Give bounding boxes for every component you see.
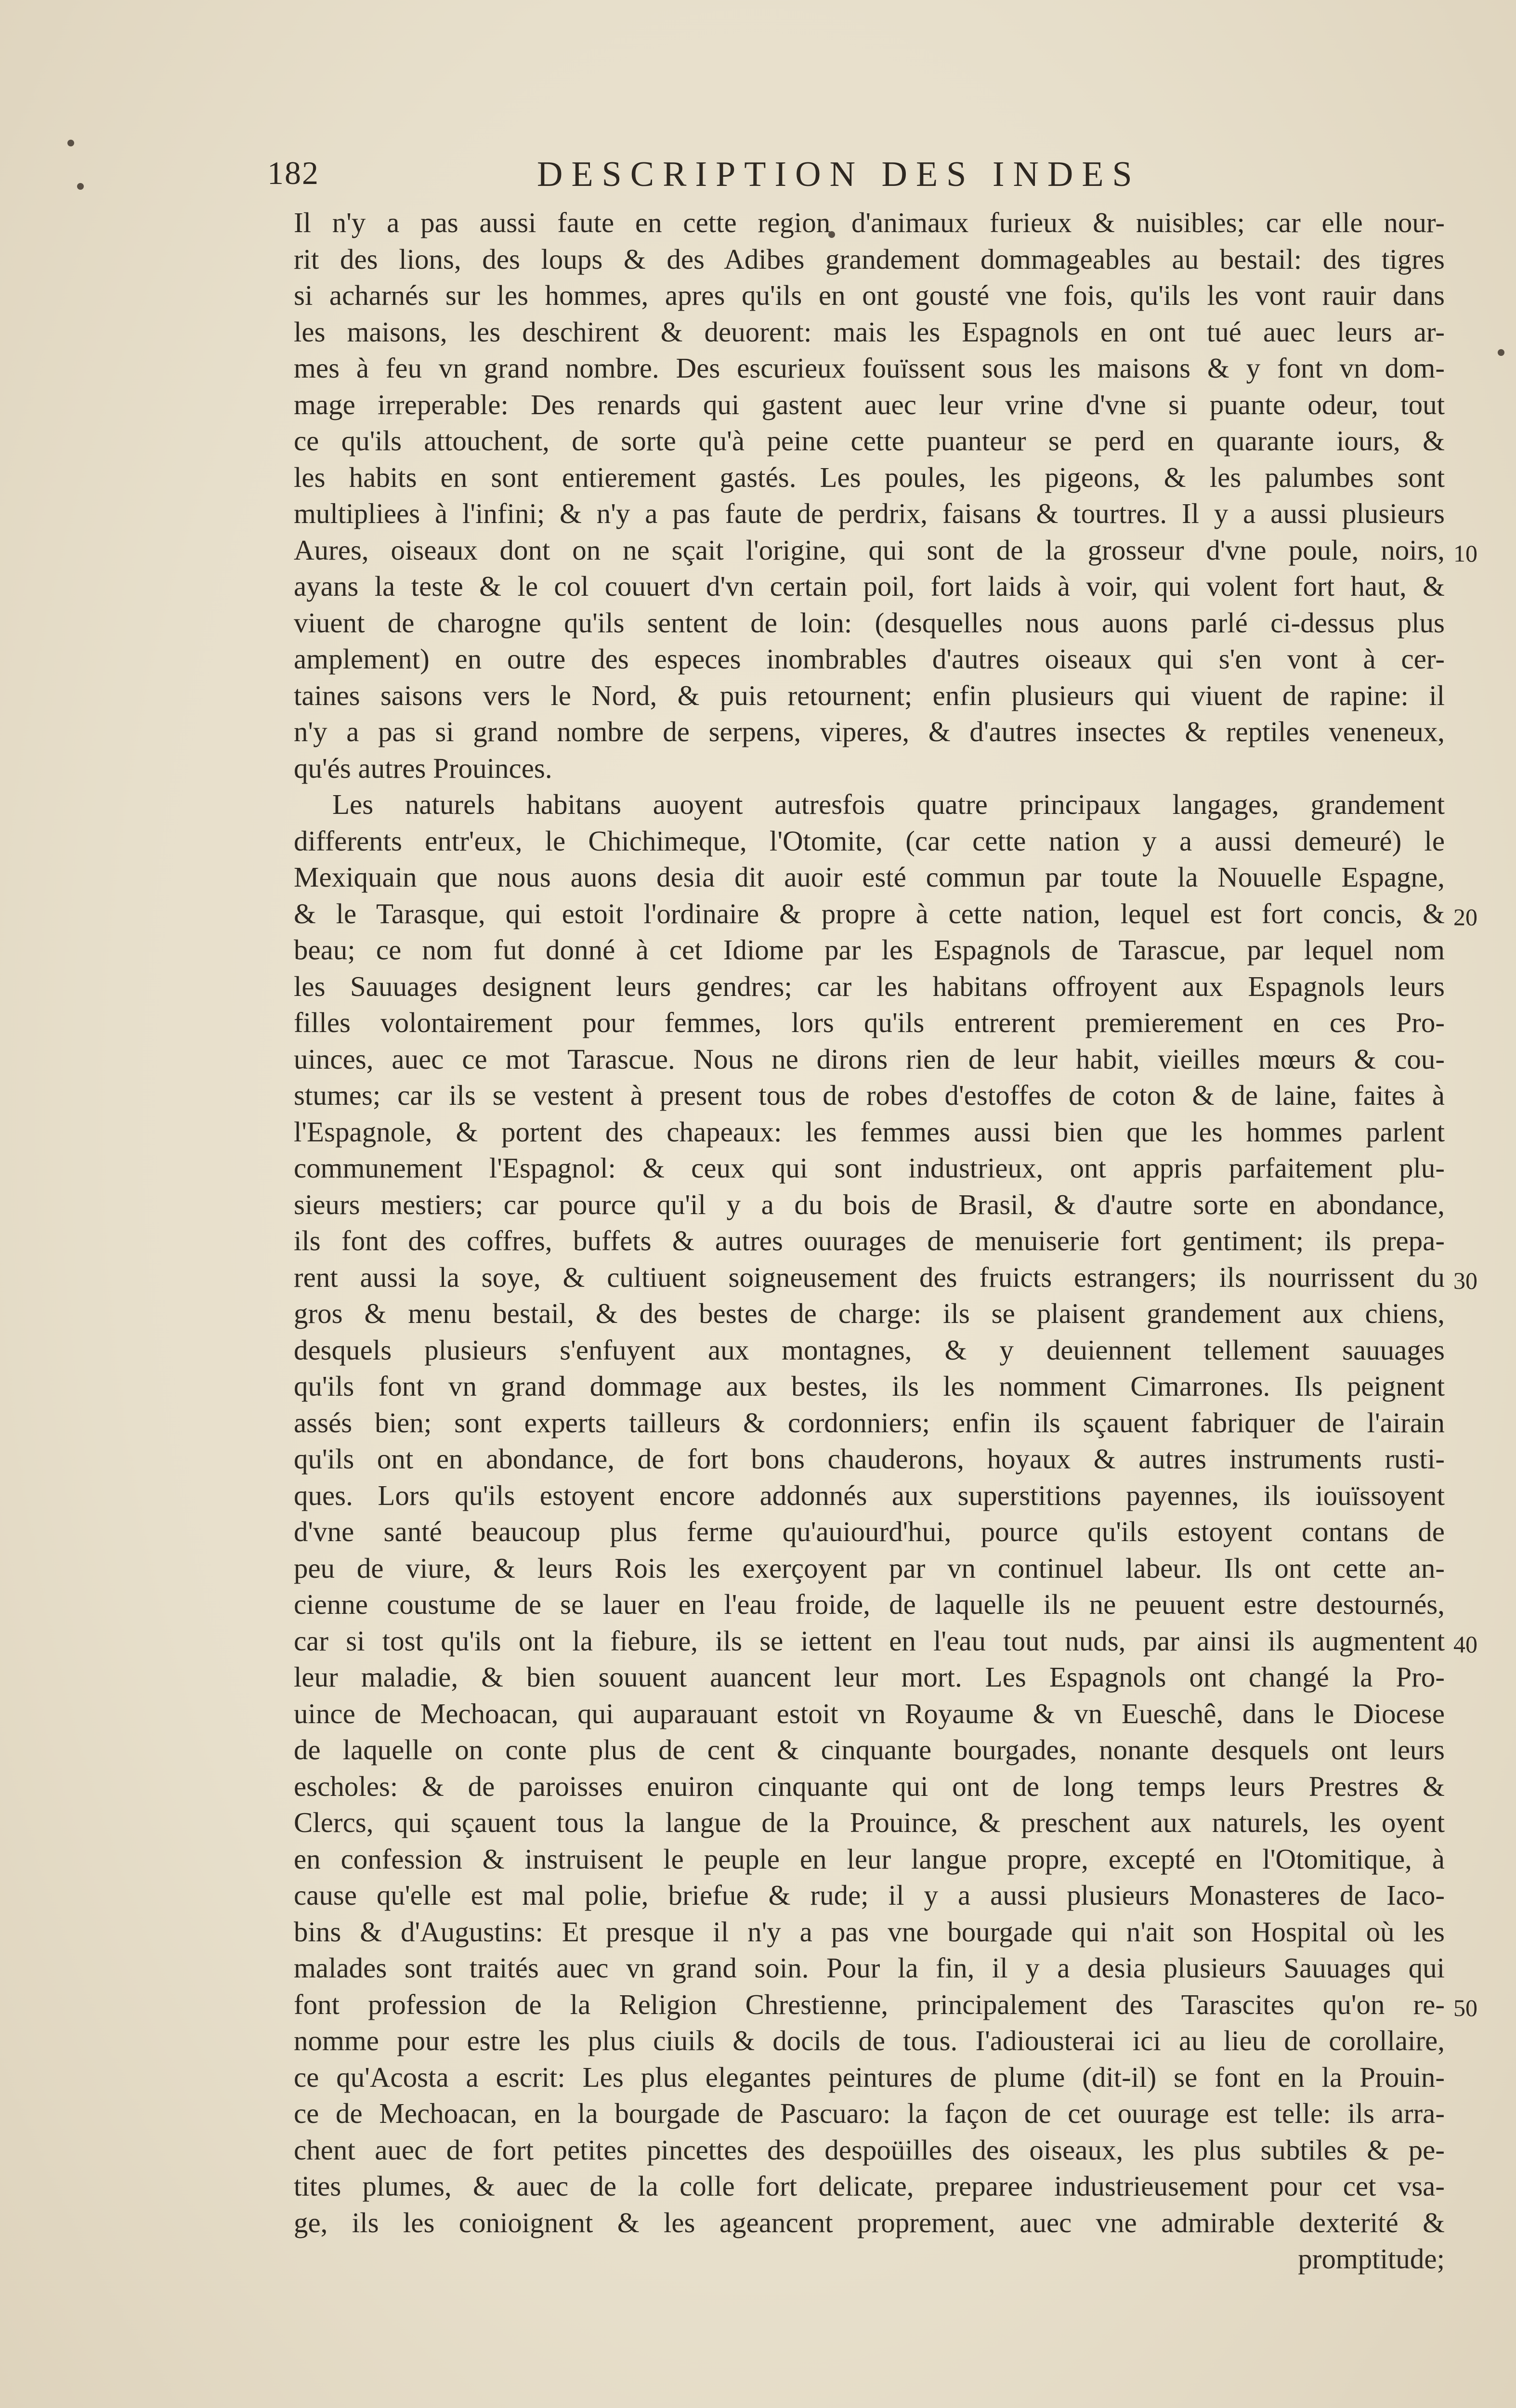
text-line: d'vne santé beaucoup plus ferme qu'auiourd'hui, pource qu'ils estoyent contans de [294, 1516, 1445, 1547]
text-line: cienne coustume de se lauer en l'eau froide, de laquelle ils ne peuuent estre destournés, [294, 1588, 1445, 1620]
text-line: viuent de charogne qu'ils sentent de loin: (desquelles nous auons parlé ci-dessus plus [294, 606, 1445, 639]
text-line: ce qu'ils attouchent, de sorte qu'à peine cette puanteur se perd en quarante iours, & [294, 425, 1445, 457]
text-line: ques. Lors qu'ils estoyent encore addonnés aux superstitions payennes, ils iouïssoyent [294, 1479, 1445, 1511]
text-line: ce de Mechoacan, en la bourgade de Pascuaro: la façon de cet ouurage est telle: ils arra- [294, 2097, 1445, 2129]
text-line: leur maladie, & bien souuent auancent leur mort. Les Espagnols ont changé la Pro- [294, 1661, 1445, 1693]
line-number-10: 10 [1453, 540, 1477, 567]
text-line: differents entr'eux, le Chichimeque, l'Otomite, (car cette nation y a aussi demeuré) le [294, 824, 1445, 857]
text-line: les habits en sont entierement gastés. Les poules, les pigeons, & les palumbes sont [294, 461, 1445, 493]
text-line: filles volontairement pour femmes, lors qu'ils entrerent premierement en ces Pro- [294, 1007, 1445, 1038]
ink-speck [1498, 349, 1504, 356]
text-line: mes à feu vn grand nombre. Des escurieux fouïssent sous les maisons & y font vn dom- [294, 352, 1445, 384]
text-line: les Sauuages designent leurs gendres; car les habitans offroyent aux Espagnols leurs [294, 970, 1445, 1002]
text-line: bins & d'Augustins: Et presque il n'y a pas vne bourgade qui n'ait son Hospital où les [294, 1915, 1445, 1948]
ink-speck [67, 140, 74, 146]
text-line: chent auec de fort petites pincettes des despoüilles des oiseaux, les plus subtiles & pe- [294, 2133, 1445, 2166]
text-line: qu'ils ont en abondance, de fort bons chauderons, hoyaux & autres instruments rusti- [294, 1443, 1445, 1475]
text-line: desquels plusieurs s'enfuyent aux montagnes, & y deuiennent tellement sauuages [294, 1334, 1445, 1366]
text-line: si acharnés sur les hommes, apres qu'ils en ont gousté vne fois, qu'ils les vont rauir dans [294, 279, 1445, 311]
page-header [267, 154, 1447, 212]
text-line: nomme pour estre les plus ciuils & docils de tous. I'adiousterai ici au lieu de corollaire, [294, 2025, 1445, 2056]
text-line: qu'ils font vn grand dommage aux bestes, ils les nomment Cimarrones. Ils peignent [294, 1370, 1445, 1402]
text-line: & le Tarasque, qui estoit l'ordinaire & propre à cette nation, lequel est fort concis, & [294, 897, 1445, 929]
text-line: Les naturels habitans auoyent autresfois quatre principaux langages, grandement [332, 788, 1445, 820]
ink-speck [77, 183, 84, 190]
text-line: Il n'y a pas aussi faute en cette region d'animaux furieux & nuisibles; car elle nour- [294, 207, 1445, 238]
text-line: l'Espagnole, & portent des chapeaux: les femmes aussi bien que les hommes parlent [294, 1115, 1445, 1148]
text-line: amplement) en outre des especes inombrables d'autres oiseaux qui s'en vont à cer- [294, 643, 1445, 675]
text-line: uinces, auec ce mot Tarascue. Nous ne dirons rien de leur habit, vieilles mœurs & cou- [294, 1043, 1445, 1075]
text-line: ce qu'Acosta a escrit: Les plus elegantes peintures de plume (dit-il) se font en la Prouin- [294, 2061, 1445, 2093]
text-line: rent aussi la soye, & cultiuent soigneusement des fruicts estrangers; ils nourrissent du [294, 1261, 1445, 1293]
text-line: communement l'Espagnol: & ceux qui sont industrieux, ont appris parfaitement plu- [294, 1152, 1445, 1184]
text-line: mage irreperable: Des renards qui gastent auec leur vrine d'vne si puante odeur, tout [294, 388, 1445, 420]
page-number: 182 [267, 155, 319, 191]
text-line: car si tost qu'ils ont la fiebure, ils se iettent en l'eau tout nuds, par ainsi ils augmentent [294, 1624, 1445, 1657]
body-text [294, 205, 1445, 2277]
text-line: beau; ce nom fut donné à cet Idiome par les Espagnols de Tarascue, par lequel nom [294, 934, 1445, 966]
text-line: multipliees à l'infini; & n'y a pas faute de perdrix, faisans & tourtres. Il y a aussi plusieurs [294, 497, 1445, 529]
line-number-40: 40 [1453, 1631, 1477, 1658]
text-line: les maisons, les deschirent & deuorent: mais les Espagnols en ont tué auec leurs ar- [294, 315, 1445, 348]
text-line: font profession de la Religion Chrestienne, principalement des Tarascites qu'on re- [294, 1988, 1445, 2020]
text-line: escholes: & de paroisses enuiron cinquante qui ont de long temps leurs Prestres & [294, 1770, 1445, 1802]
line-number-30: 30 [1453, 1267, 1477, 1294]
text-line: qu'és autres Prouinces. [294, 752, 552, 784]
text-line: ils font des coffres, buffets & autres ouurages de menuiserie fort gentiment; ils prepa- [294, 1225, 1445, 1256]
text-line: ayans la teste & le col couuert d'vn certain poil, fort laids à voir, qui volent fort haut, & [294, 570, 1445, 602]
text-line: ge, ils les conioignent & les ageancent proprement, auec vne admirable dexterité & [294, 2206, 1445, 2238]
line-number-50: 50 [1453, 1994, 1477, 2021]
text-line: tites plumes, & auec de la colle fort delicate, preparee industrieusement pour cet vsa- [294, 2170, 1445, 2202]
text-line: de laquelle on conte plus de cent & cinquante bourgades, nonante desquels ont leurs [294, 1734, 1445, 1766]
text-line: n'y a pas si grand nombre de serpens, viperes, & d'autres insectes & reptiles veneneux, [294, 716, 1445, 747]
running-title: DESCRIPTION DES INDES [537, 155, 1141, 194]
text-line: stumes; car ils se vestent à present tous de robes d'estoffes de coton & de laine, faites à [294, 1079, 1445, 1111]
text-line: assés bien; sont experts tailleurs & cordonniers; enfin ils sçauent fabriquer de l'airain [294, 1406, 1445, 1439]
text-line: sieurs mestiers; car pource qu'il y a du bois de Brasil, & d'autre sorte en abondance, [294, 1188, 1445, 1220]
text-line: cause qu'elle est mal polie, briefue & rude; il y a aussi plusieurs Monasteres de Iaco- [294, 1879, 1445, 1911]
text-line: Aures, oiseaux dont on ne sçait l'origine, qui sont de la grosseur d'vne poule, noirs, [294, 534, 1445, 566]
text-line: peu de viure, & leurs Rois les exerçoyent par vn continuel labeur. Ils ont cette an- [294, 1552, 1445, 1584]
text-line: gros & menu bestail, & des bestes de charge: ils se plaisent grandement aux chiens, [294, 1297, 1445, 1329]
line-number-20: 20 [1453, 903, 1477, 930]
text-line: uince de Mechoacan, qui auparauant estoit vn Royaume & vn Eueschê, dans le Diocese [294, 1697, 1445, 1729]
text-line: Clercs, qui sçauent tous la langue de la Prouince, & preschent aux naturels, les oyent [294, 1806, 1445, 1838]
catchword: promptitude; [1298, 2243, 1445, 2275]
text-line: Mexiquain que nous auons desia dit auoir esté commun par toute la Nouuelle Espagne, [294, 861, 1445, 893]
text-line: taines saisons vers le Nord, & puis retournent; enfin plusieurs qui viuent de rapine: il [294, 679, 1445, 711]
text-line: rit des lions, des loups & des Adibes grandement dommageables au bestail: des tigres [294, 243, 1445, 275]
text-line: en confession & instruisent le peuple en leur langue propre, excepté en l'Otomitique, à [294, 1843, 1445, 1875]
text-line: malades sont traités auec vn grand soin. Pour la fin, il y a desia plusieurs Sauuages qui [294, 1952, 1445, 1984]
